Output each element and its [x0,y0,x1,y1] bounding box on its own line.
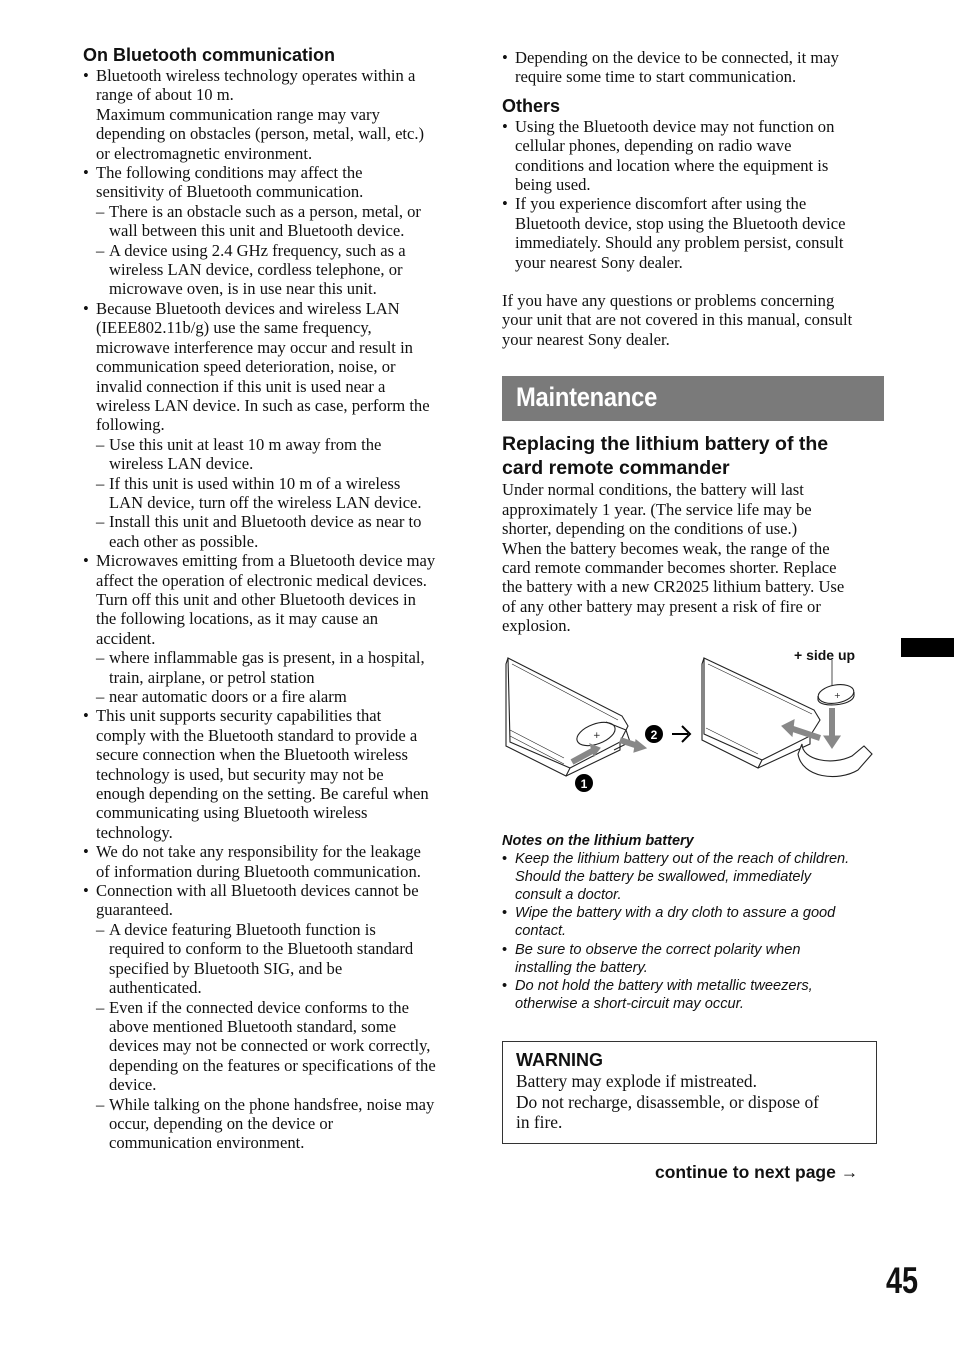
text-line: Maximum communication range may vary [96,104,380,124]
text-line: where inflammable gas is present, in a hospital, [109,648,425,668]
text-line: • Do not hold the battery with metallic tweezers, [515,977,813,994]
text-line: wireless LAN device. In such as case, perform the [96,395,430,415]
text-line: • Wipe the battery with a dry cloth to assure a good [515,905,836,922]
note-children [502,850,884,905]
text-line: or electromagnetic environment. [96,143,313,163]
text-line: • Keep the lithium battery out of the reach of children. [515,850,850,867]
sub-obstacle: – There is an obstacle such as a person, metal, or wall between this unit and Bluetooth device. [83,202,463,241]
text-line: card remote commander [502,456,730,479]
text-line: • Connection with all Bluetooth devices cannot be [96,881,419,901]
sub-distance: – Use this unit at least 10 m away from the wireless LAN device. [83,435,463,474]
text-line: guaranteed. [96,900,173,920]
text-line: • If you experience discomfort after using the [515,194,807,214]
text-line: While talking on the phone handsfree, noise may [109,1094,435,1114]
bullet-security [83,706,463,842]
text-line: A device featuring Bluetooth function is [109,919,376,939]
text-line: sensitivity of Bluetooth communication. [96,182,364,202]
step-2-label: 2 [650,727,658,742]
battery-heading [502,433,884,480]
text-line: • The following conditions may affect the [96,163,363,183]
text-line: wireless LAN device, cordless telephone, or [109,260,403,280]
text-line: train, airplane, or petrol station [109,667,315,687]
warning-title: WARNING [516,1050,603,1071]
text-line: wireless LAN device. [109,454,254,474]
bullet-range [83,66,463,163]
text-line: occur, depending on the device or [109,1113,334,1133]
text-line: following. [96,415,165,435]
text-line: LAN device, turn off the wireless LAN device. [109,492,422,512]
text-line: installing the battery. [515,959,648,976]
text-line: range of about 10 m. [96,85,234,105]
text-line: technology. [96,822,173,842]
text-line: wall between this unit and Bluetooth device. [109,221,405,241]
text-line: your nearest Sony dealer. [515,252,683,272]
text-line: near automatic doors or a fire alarm [109,687,347,706]
sub-handsfree-noise: – While talking on the phone handsfree, noise may occur, depending on the device or communication environment. [83,1095,463,1153]
warning-line-2 [516,1092,876,1133]
bluetooth-heading: On Bluetooth communication [83,45,335,65]
text-line: specified by Bluetooth SIG, and be [109,958,343,978]
battery-illustration [502,650,884,820]
side-up-label: + side up [794,649,856,663]
bullet-cellular [502,117,884,195]
text-line: card remote commander becomes shorter. Replace [502,557,837,577]
text-line: being used. [515,175,591,195]
sub-turn-off-lan: – If this unit is used within 10 m of a wireless LAN device, turn off the wireless LAN device. [83,474,463,513]
text-line: • Bluetooth wireless technology operates within a [96,66,416,85]
text-line: device. [109,1075,157,1095]
sub-conform-standard: – A device featuring Bluetooth function is required to conform to the Bluetooth standard specified by Bluetooth SIG, and be authenticated. [83,920,463,998]
text-line: A device using 2.4 GHz frequency, such as a [109,240,406,260]
svg-text:+: + [593,730,601,741]
notes-title: Notes on the lithium battery [502,832,694,849]
text-line: If this unit is used within 10 m of a wireless [109,473,401,493]
text-line: of information during Bluetooth communication. [96,861,421,881]
sub-automatic-doors: – near automatic doors or a fire alarm [83,687,463,706]
others-heading: Others [502,95,561,116]
section-tab-marker [901,638,954,657]
text-line: depending on the features or specifications of the [109,1055,436,1075]
sub-frequency: – A device using 2.4 GHz frequency, such as a wireless LAN device, cordless telephone, or microwave oven, is in use near this unit. [83,241,463,299]
text-line: otherwise a short-circuit may occur. [515,996,744,1013]
text-line: • Using the Bluetooth device may not function on [515,116,835,136]
text-line: Use this unit at least 10 m away from the [109,434,382,454]
text-line: Under normal conditions, the battery will last [502,480,804,500]
left-column [83,44,463,1153]
continue-next-page: continue to next page → [655,1162,859,1182]
maintenance-banner [502,376,884,421]
bullet-sensitivity [83,163,463,202]
text-line: communication environment. [109,1133,305,1153]
text-line: contact. [515,923,567,940]
text-line: If you have any questions or problems concerning [502,291,835,311]
text-line: your nearest Sony dealer. [502,329,670,349]
text-line: microwave interference may occur and result in [96,337,413,357]
text-line: explosion. [502,616,571,636]
text-line: Turn off this unit and other Bluetooth devices in [96,589,416,609]
text-line: technology is used, but security may not be [96,764,384,784]
right-column [502,44,884,1144]
bullet-connection [83,881,463,920]
text-line: Should the battery be swallowed, immediately [515,868,812,885]
warning-line-1: Battery may explode if mistreated. [516,1071,757,1092]
text-line: communication speed deterioration, noise, or [96,357,396,377]
text-line: each other as possible. [109,531,259,551]
questions-paragraph [502,291,884,349]
text-line: • We do not take any responsibility for the leakage [96,842,421,862]
text-line: • Depending on the device to be connected, it may [515,48,839,67]
text-line: microwave oven, is in use near this unit. [109,279,377,299]
text-line: immediately. Should any problem persist, consult [515,233,844,253]
text-line: require some time to start communication. [515,67,797,87]
text-line: in fire. [516,1112,563,1133]
sub-install-near: – Install this unit and Bluetooth device as near to each other as possible. [83,512,463,551]
text-line: the following locations, as it may cause an [96,609,379,629]
text-line: Do not recharge, disassemble, or dispose of [516,1091,819,1112]
bullet-start-time [502,48,884,87]
text-line: depending on obstacles (person, metal, wall, etc.) [96,124,425,144]
bullet-discomfort [502,194,884,272]
text-line: enough depending on the setting. Be careful when [96,784,429,804]
text-line: required to conform to the Bluetooth standard [109,939,414,959]
svg-text:+: + [834,690,841,700]
text-line: Even if the connected device conforms to the [109,997,409,1017]
text-line: • This unit supports security capabilities that [96,706,382,726]
text-line: cellular phones, depending on radio wave [515,136,792,156]
text-line: Install this unit and Bluetooth device as near to [109,512,422,532]
step-1-label: 1 [580,776,588,791]
text-line: affect the operation of electronic medical devices. [96,570,427,590]
note-polarity [502,941,884,977]
text-line: There is an obstacle such as a person, metal, or [109,201,421,221]
text-line: conditions and location where the equipment is [515,155,829,175]
battery-body [502,480,884,635]
page-number: 45 [886,1260,919,1301]
note-tweezers [502,977,884,1013]
text-line: devices may not be connected or work correctly, [109,1036,431,1056]
text-line: communicating using Bluetooth wireless [96,803,368,823]
text-line: approximately 1 year. (The service life may be [502,499,812,519]
text-line: your unit that are not covered in this manual, consult [502,310,853,330]
text-line: • Microwaves emitting from a Bluetooth device may [96,551,436,571]
sub-may-not-connect: – Even if the connected device conforms to the above mentioned Bluetooth standard, some devices may not be connected or work correctly, depending on the features or specifications of the device. [83,998,463,1095]
text-line: • Because Bluetooth devices and wireless LAN [96,298,400,318]
maintenance-title: Maintenance [516,382,658,413]
bullet-microwaves [83,551,463,648]
warning-box [502,1041,877,1144]
text-line: When the battery becomes weak, the range of the [502,538,830,558]
text-line: above mentioned Bluetooth standard, some [109,1016,397,1036]
text-line: (IEEE802.11b/g) use the same frequency, [96,318,372,338]
text-line: Replacing the lithium battery of the [502,433,829,456]
text-line: Bluetooth device, stop using the Bluetooth device [515,213,846,233]
text-line: • Be sure to observe the correct polarity when [515,941,801,958]
text-line: comply with the Bluetooth standard to provide a [96,725,418,745]
battery-replacement-figure [502,650,884,820]
text-line: the battery with a new CR2025 lithium battery. Use [502,577,845,597]
bullet-wireless-lan [83,299,463,435]
text-line: secure connection when the Bluetooth wireless [96,745,408,765]
sub-inflammable-gas: – where inflammable gas is present, in a hospital, train, airplane, or petrol station [83,648,463,687]
text-line: consult a doctor. [515,886,622,903]
note-wipe [502,904,884,940]
text-line: authenticated. [109,978,202,998]
text-line: invalid connection if this unit is used near a [96,376,386,396]
bullet-leakage [83,842,463,881]
text-line: accident. [96,628,156,648]
text-line: of any other battery may present a risk of fire or [502,596,821,616]
text-line: shorter, depending on the conditions of use.) [502,519,798,539]
